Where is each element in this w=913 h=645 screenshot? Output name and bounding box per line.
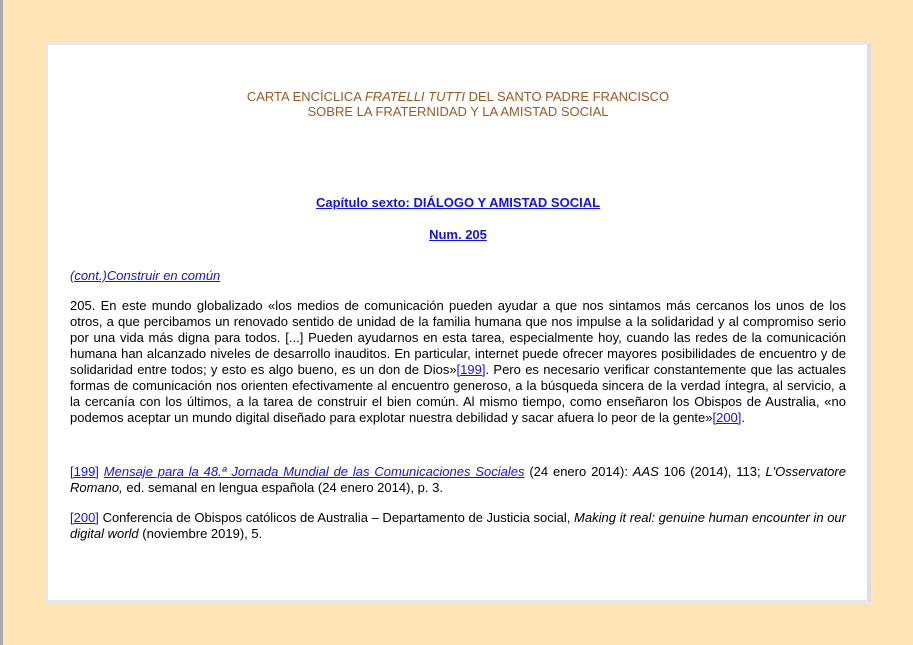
footnote-200 <box>70 510 846 542</box>
text-segment: (noviembre 2019), 5. <box>138 526 263 541</box>
section-construir-link[interactable]: (cont.)Construir en común <box>70 268 221 283</box>
text-segment: FRATELLI TUTTI <box>364 89 465 104</box>
text-segment: ed. semanal en lengua española (24 enero 2014), p. 3. <box>122 480 443 495</box>
paragraph-205 <box>70 298 846 426</box>
text-segment: AAS <box>632 464 659 479</box>
chapter-heading-row <box>70 195 846 210</box>
document-title-line-1 <box>70 89 846 104</box>
text-segment: DEL SANTO PADRE FRANCISCO <box>464 89 670 104</box>
section-heading-row <box>70 268 846 283</box>
footnote-200-label-link[interactable]: [200] <box>70 510 99 525</box>
chapter-heading-link[interactable]: Capítulo sexto: DIÁLOGO Y AMISTAD SOCIAL <box>315 195 601 210</box>
footnote-ref-200-link[interactable]: [200] <box>712 410 742 425</box>
text-segment: (24 enero 2014): <box>524 464 633 479</box>
text-segment: L'Osservatore Romano, <box>70 464 846 495</box>
footnote-199 <box>70 464 846 496</box>
window-left-edge <box>0 0 3 645</box>
text-segment: 106 (2014), 113; <box>658 464 766 479</box>
document-title-line-2: SOBRE LA FRATERNIDAD Y LA AMISTAD SOCIAL <box>307 104 609 119</box>
document-panel <box>45 42 871 603</box>
text-segment: Conferencia de Obispos católicos de Australia – Departamento de Justicia social, <box>98 510 575 525</box>
text-segment: . Pero es necesario verificar constantemente que las actuales formas de comunicación nos orienten efectivamente al encuentro generoso, a la búsqueda sincera de la verdad íntegra, al servicio, a la cercanía con los últimos, a la tarea de construir el bien común. Al mismo tiempo, como enseñaron los Obispos de Australia, «no podemos aceptar un mundo digital diseñado para explotar nuestra debilidad y sacar afuera lo peor de la gente» <box>70 362 846 425</box>
text-segment: Making it real: genuine human encounter in our digital world <box>70 510 846 541</box>
footnote-ref-199-link[interactable]: [199] <box>456 362 486 377</box>
num-205-link[interactable]: Num. 205 <box>429 227 487 242</box>
text-segment: . <box>741 410 746 425</box>
footnote-199-source-link[interactable]: Mensaje para la 48.ª Jornada Mundial de las Comunicaciones Sociales <box>103 464 525 479</box>
text-segment: 205. En este mundo globalizado «los medios de comunicación pueden ayudar a que nos sintamos más cercanos los unos de los otros, a que percibamos un renovado sentido de unidad de la familia humana que nos impulse a la solidaridad y al compromiso serio por una vida más digna para todos. [...] Pueden ayudarnos en esta tarea, especialmente hoy, cuando las redes de la comunicación humana han alcanzado niveles de desarrollo inauditos. En particular, internet puede ofrecer mayores posibilidades de encuentro y de solidaridad entre todos; y esto es algo bueno, es un don de Dios» <box>70 298 846 377</box>
text-segment: CARTA ENCÍCLICA <box>246 89 365 104</box>
num-heading-row <box>70 227 846 242</box>
footnote-199-label-link[interactable]: [199] <box>70 464 99 479</box>
